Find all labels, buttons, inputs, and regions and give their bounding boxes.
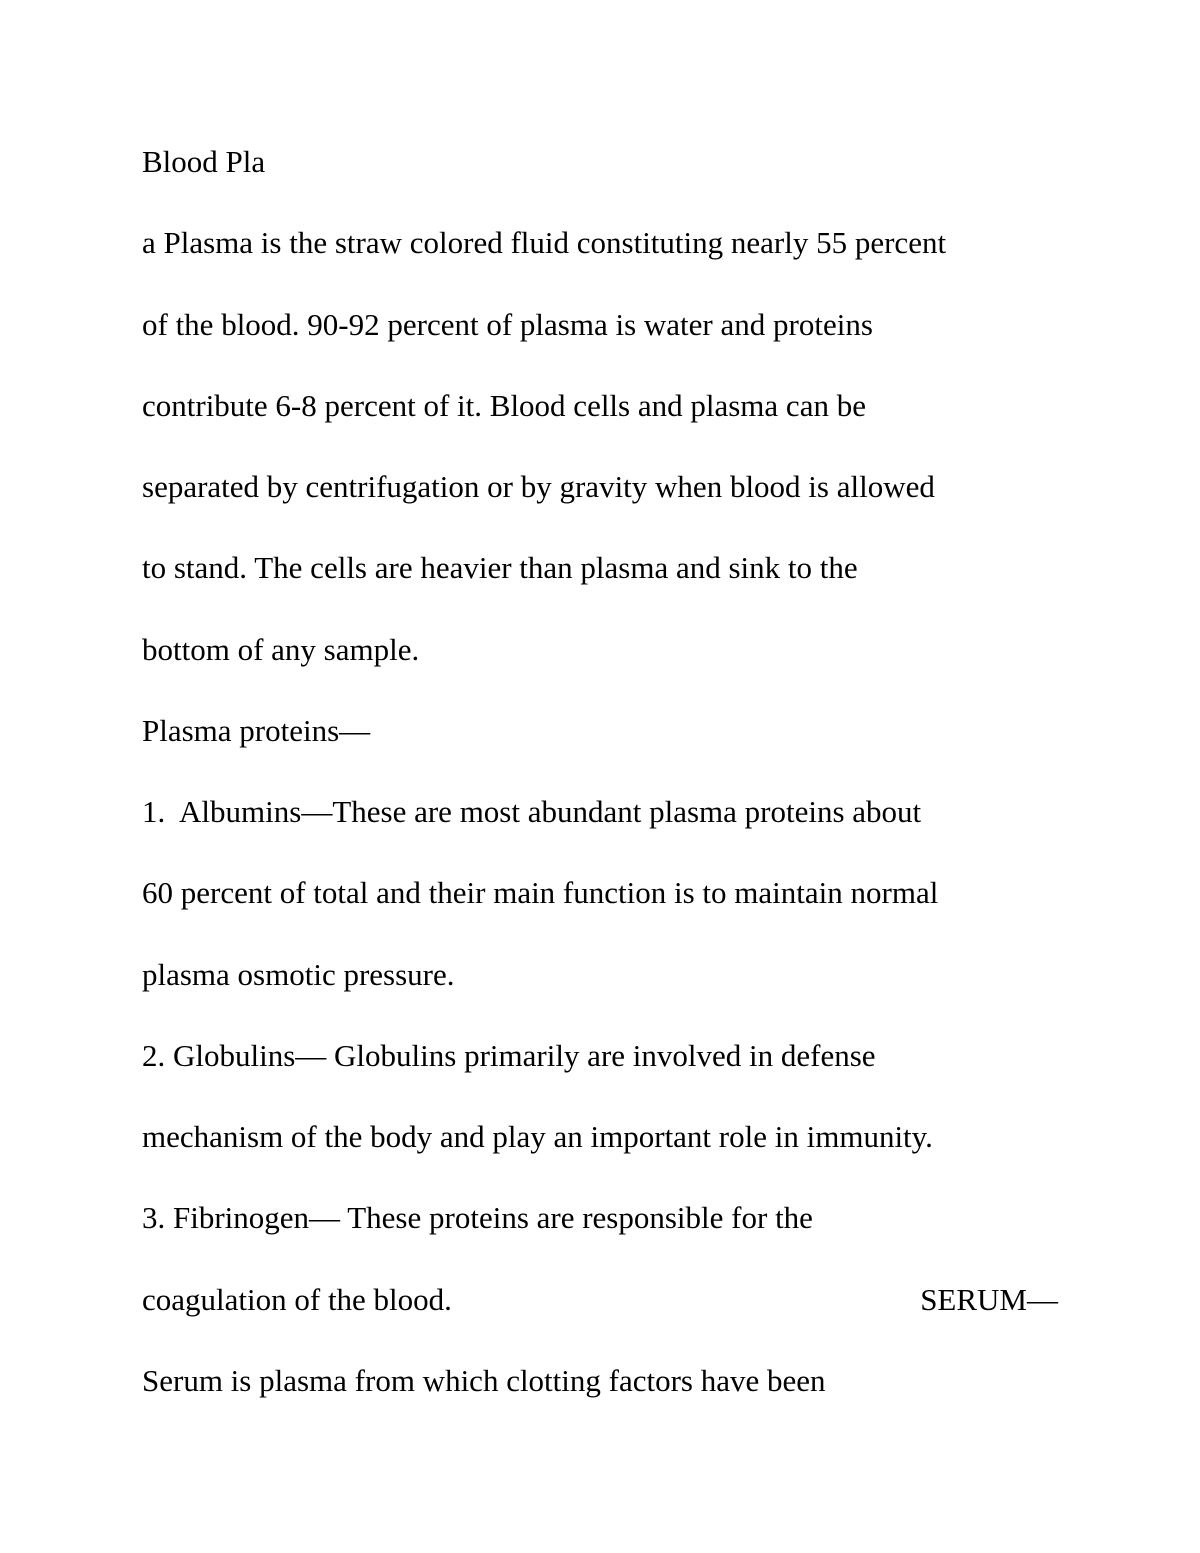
list-item-line-end: coagulation of the blood.: [142, 1282, 452, 1317]
paragraph-line-with-heading: [142, 1280, 1058, 1320]
paragraph-line: a Plasma is the straw colored fluid constituting nearly 55 percent: [142, 225, 947, 260]
paragraph-line: bottom of any sample.: [142, 632, 420, 667]
list-item-line: 2. Globulins— Globulins primarily are involved in defense: [142, 1038, 876, 1073]
paragraph-line: contribute 6-8 percent of it. Blood cells and plasma can be: [142, 388, 866, 423]
list-item-line: 1. Albumins—These are most abundant plasma proteins about: [142, 794, 922, 829]
serum-heading: SERUM—: [920, 1282, 1058, 1317]
document-title: Blood Pla: [142, 144, 266, 179]
list-item-line: plasma osmotic pressure.: [142, 957, 455, 992]
paragraph-line: separated by centrifugation or by gravity when blood is allowed: [142, 469, 935, 504]
list-item-line: 3. Fibrinogen— These proteins are responsible for the: [142, 1200, 813, 1235]
paragraph-line: to stand. The cells are heavier than plasma and sink to the: [142, 550, 858, 585]
paragraph-line: Serum is plasma from which clotting factors have been: [142, 1363, 826, 1398]
list-item-line: mechanism of the body and play an important role in immunity.: [142, 1119, 933, 1154]
paragraph-line: of the blood. 90-92 percent of plasma is water and proteins: [142, 307, 873, 342]
list-item-line: 60 percent of total and their main function is to maintain normal: [142, 875, 939, 910]
section-heading: Plasma proteins—: [142, 713, 371, 748]
